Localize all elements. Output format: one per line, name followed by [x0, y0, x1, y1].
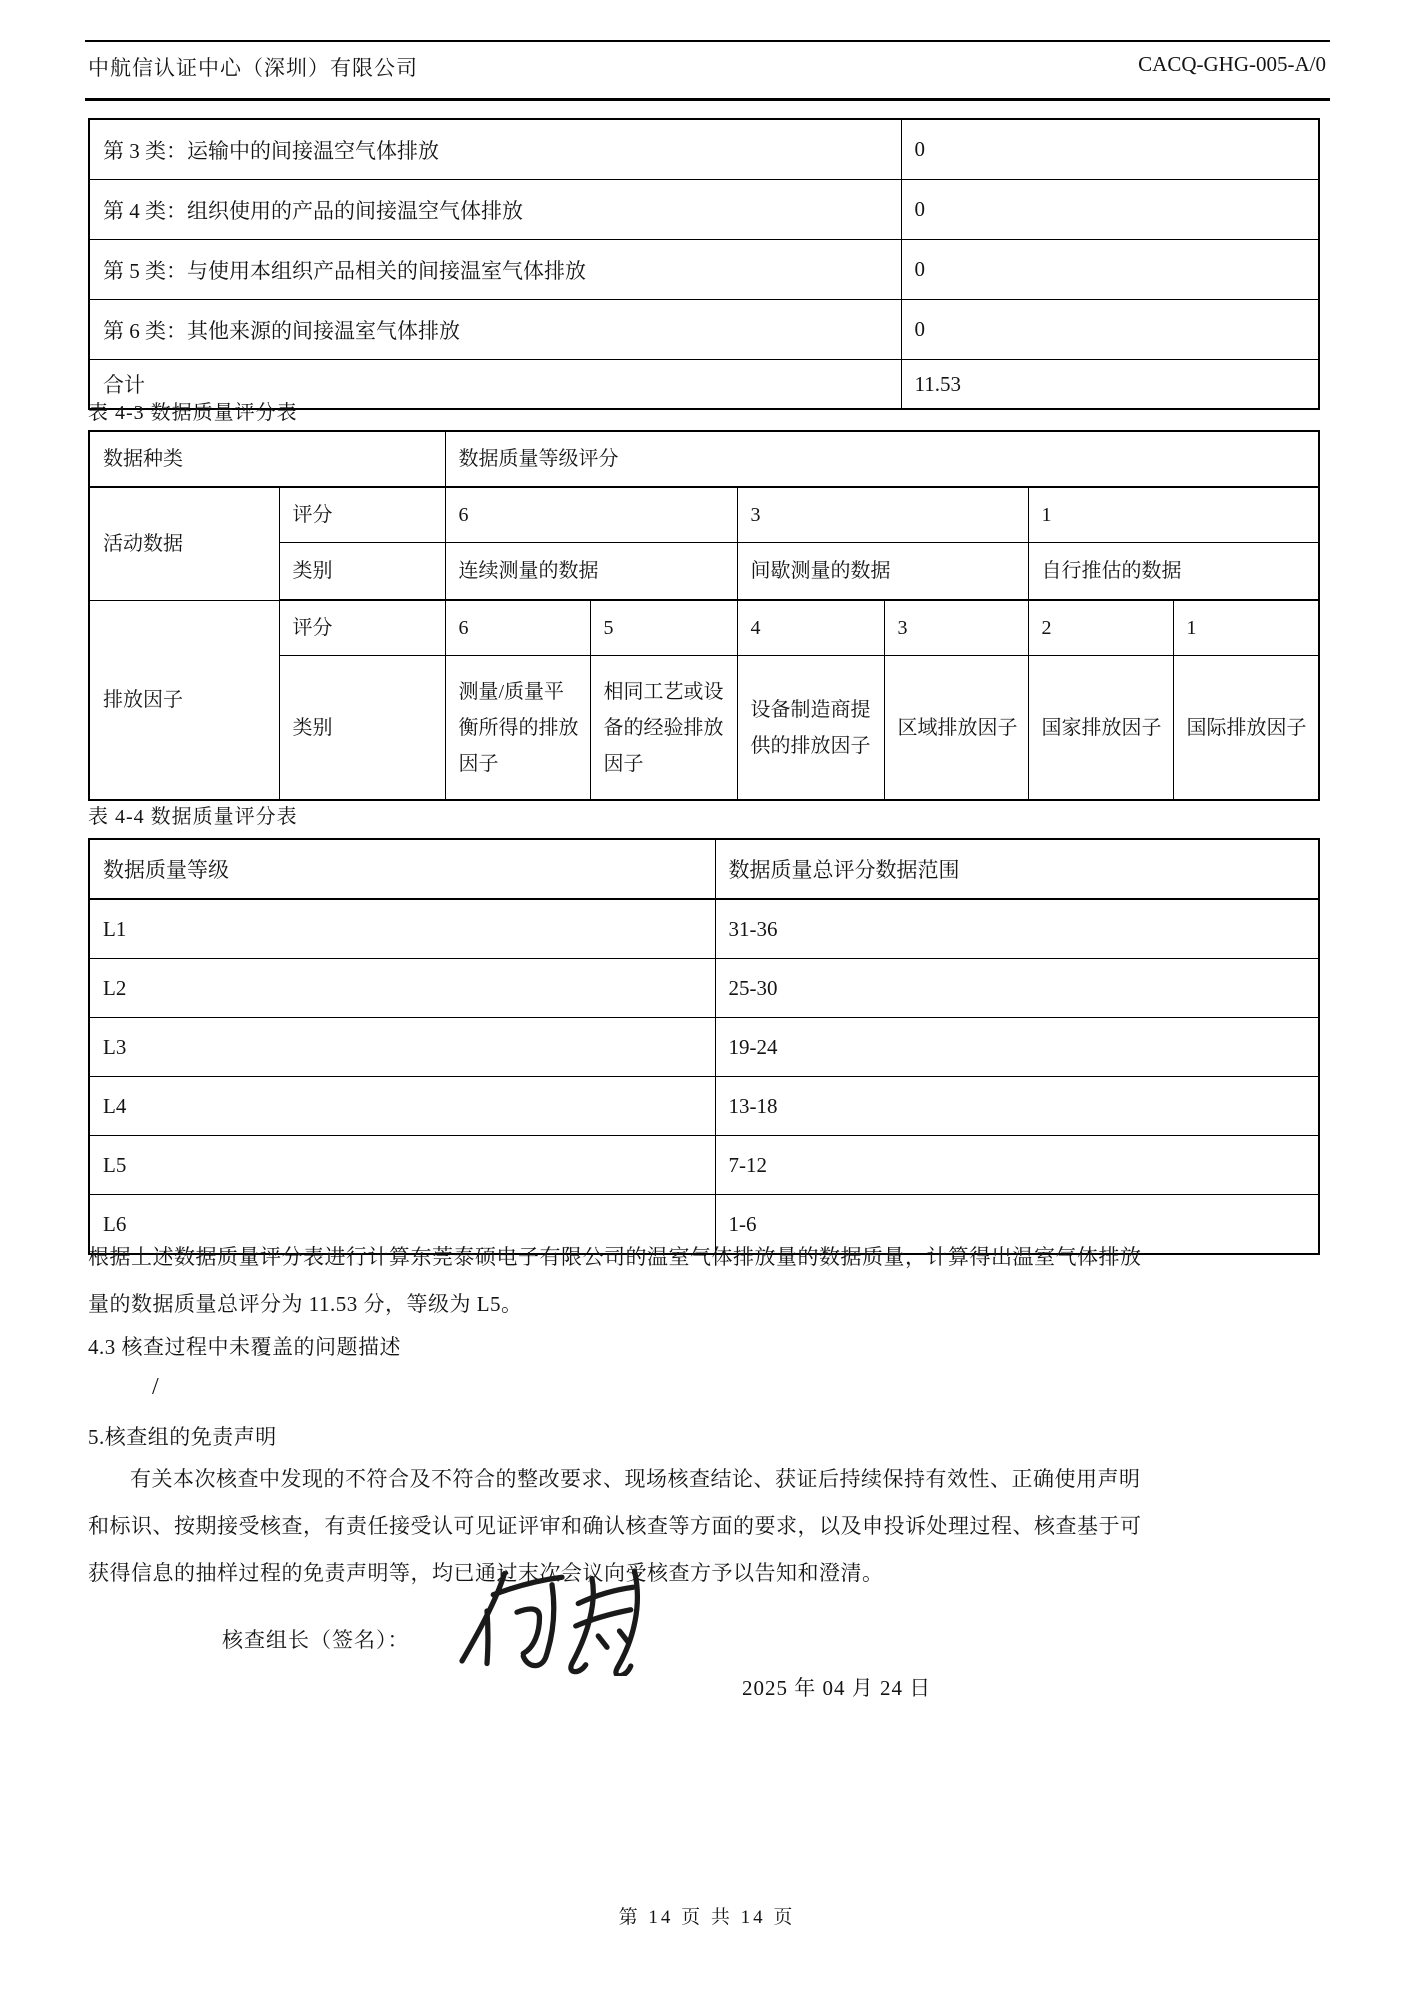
- table-row: [89, 600, 1319, 656]
- range-cell: 7-12: [715, 1136, 1319, 1195]
- grade-cell: L2: [89, 959, 715, 1018]
- signature-label: 核查组长（签名）：: [222, 1628, 410, 1652]
- header-top-rule: [85, 40, 1330, 42]
- disclaimer-paragraph: [88, 1456, 1328, 1597]
- disclaimer-paragraph-line: 有关本次核查中发现的不符合及不符合的整改要求、现场核查结论、获证后持续保持有效性、正确使用声明: [130, 1467, 1141, 1491]
- table-row: [89, 240, 1319, 300]
- result-paragraph: [88, 1234, 1328, 1328]
- range-cell: 19-24: [715, 1018, 1319, 1077]
- category-label-cell: 类别: [279, 543, 445, 601]
- table44-caption: 表 4-4 数据质量评分表: [88, 806, 298, 828]
- category-cell: 相同工艺或设备的经验排放因子: [590, 656, 737, 801]
- data-quality-scoring-table: [88, 430, 1320, 801]
- not-applicable-slash: /: [152, 1374, 159, 1400]
- category-value-cell: 0: [901, 119, 1319, 180]
- header-company-name: 中航信认证中心（深圳）有限公司: [88, 56, 418, 80]
- table-row: [89, 180, 1319, 240]
- category-label-cell: 类别: [279, 656, 445, 801]
- header-cell-grade: 数据质量等级: [89, 839, 715, 899]
- category-value-cell: 0: [901, 180, 1319, 240]
- table-row: [89, 431, 1319, 487]
- table-header-row: [89, 839, 1319, 899]
- range-cell: 13-18: [715, 1077, 1319, 1136]
- score-label-cell: 评分: [279, 600, 445, 656]
- score-cell: 1: [1173, 600, 1319, 656]
- handwritten-signature: [452, 1556, 677, 1676]
- grade-cell: L1: [89, 899, 715, 959]
- score-cell: 4: [737, 600, 884, 656]
- category-cell: 设备制造商提供的排放因子: [737, 656, 884, 801]
- category-label-cell: 第 5 类：与使用本组织产品相关的间接温室气体排放: [89, 240, 901, 300]
- grade-cell: L4: [89, 1077, 715, 1136]
- table-row: [89, 1077, 1319, 1136]
- score-cell: 6: [445, 487, 737, 543]
- header-cell-data-kind: 数据种类: [89, 431, 445, 487]
- category-cell: 测量/质量平衡所得的排放因子: [445, 656, 590, 801]
- table-row: [89, 300, 1319, 360]
- disclaimer-paragraph-line: 获得信息的抽样过程的免责声明等，均已通过末次会议向受核查方予以告知和澄清。: [88, 1561, 884, 1585]
- report-date: 2025 年 04 月 24 日: [742, 1676, 932, 1700]
- score-label-cell: 评分: [279, 487, 445, 543]
- category-label-cell: 第 3 类：运输中的间接温空气体排放: [89, 119, 901, 180]
- category-cell: 国际排放因子: [1173, 656, 1319, 801]
- section-5-heading: 5.核查组的免责声明: [88, 1425, 277, 1449]
- score-cell: 6: [445, 600, 590, 656]
- table-row: [89, 487, 1319, 543]
- table-row: [89, 119, 1319, 180]
- result-paragraph-line: 根据上述数据质量评分表进行计算东莞泰硕电子有限公司的温室气体排放量的数据质量，计算得出温室气体排放: [88, 1245, 1142, 1269]
- score-cell: 3: [737, 487, 1028, 543]
- data-quality-grade-table: [88, 838, 1320, 1255]
- range-cell: 31-36: [715, 899, 1319, 959]
- header-doc-code: CACQ-GHG-005-A/0: [1138, 52, 1326, 76]
- activity-data-label-cell: 活动数据: [89, 487, 279, 600]
- category-value-cell: 0: [901, 300, 1319, 360]
- category-cell: 自行推估的数据: [1028, 543, 1319, 601]
- score-cell: 1: [1028, 487, 1319, 543]
- category-cell: 区域排放因子: [884, 656, 1028, 801]
- header-bottom-rule: [85, 98, 1330, 101]
- range-cell: 1-6: [715, 1195, 1319, 1255]
- score-cell: 2: [1028, 600, 1173, 656]
- emission-factor-label-cell: 排放因子: [89, 600, 279, 800]
- total-label-cell: 合计: [89, 360, 901, 410]
- table-row: [89, 959, 1319, 1018]
- category-cell: 国家排放因子: [1028, 656, 1173, 801]
- range-cell: 25-30: [715, 959, 1319, 1018]
- table-row: [89, 1136, 1319, 1195]
- grade-cell: L5: [89, 1136, 715, 1195]
- category-value-cell: 0: [901, 240, 1319, 300]
- category-label-cell: 第 6 类：其他来源的间接温室气体排放: [89, 300, 901, 360]
- emission-categories-table: [88, 118, 1320, 410]
- header-cell-range: 数据质量总评分数据范围: [715, 839, 1319, 899]
- score-cell: 3: [884, 600, 1028, 656]
- table-row: [89, 1018, 1319, 1077]
- section-4-3-heading: 4.3 核查过程中未覆盖的问题描述: [88, 1335, 401, 1359]
- table-row: [89, 899, 1319, 959]
- grade-cell: L3: [89, 1018, 715, 1077]
- total-value-cell: 11.53: [901, 360, 1319, 410]
- result-paragraph-line: 量的数据质量总评分为 11.53 分，等级为 L5。: [88, 1292, 523, 1316]
- score-cell: 5: [590, 600, 737, 656]
- page-footer: 第 14 页 共 14 页: [618, 1907, 796, 1928]
- grade-cell: L6: [89, 1195, 715, 1255]
- table43-caption: 表 4-3 数据质量评分表: [88, 402, 298, 424]
- category-label-cell: 第 4 类：组织使用的产品的间接温空气体排放: [89, 180, 901, 240]
- category-cell: 连续测量的数据: [445, 543, 737, 601]
- header-cell-grade-score: 数据质量等级评分: [445, 431, 1319, 487]
- disclaimer-paragraph-line: 和标识、按期接受核查，有责任接受认可见证评审和确认核查等方面的要求，以及申投诉处理过程、核查基于可: [88, 1514, 1142, 1538]
- category-cell: 间歇测量的数据: [737, 543, 1028, 601]
